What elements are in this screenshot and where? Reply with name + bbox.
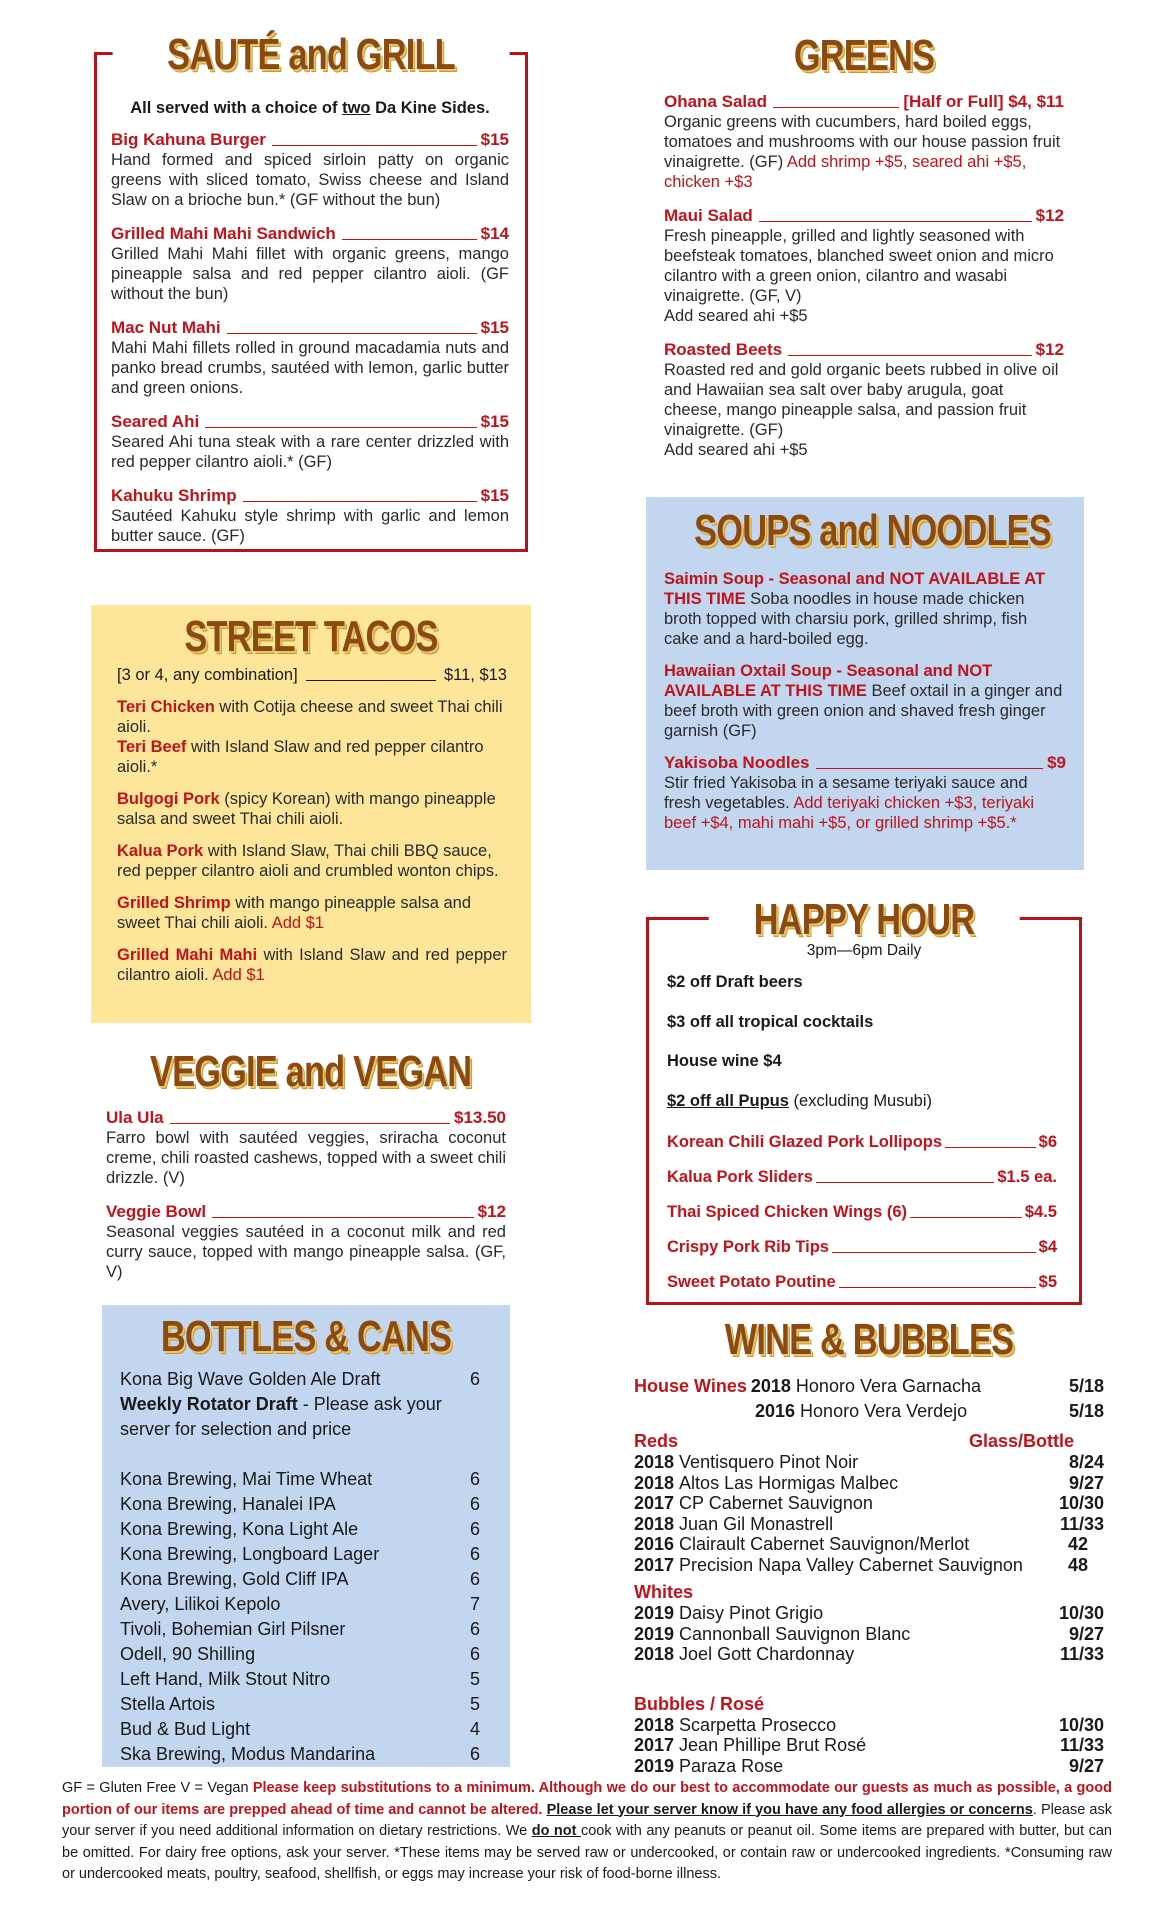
taco-name: Teri Beef	[117, 738, 187, 756]
beer-row	[120, 1467, 480, 1492]
menu-item	[111, 318, 509, 398]
wine-row	[634, 1644, 1104, 1665]
wine-price: 11/33	[1059, 1513, 1104, 1534]
wine-year: 2019	[634, 1755, 675, 1776]
pupus-exclusion: (excluding Musubi)	[788, 1092, 932, 1110]
item-price: $13.50	[454, 1108, 506, 1127]
item-name: Korean Chili Glazed Pork Lollipops	[667, 1133, 943, 1151]
menu-item	[664, 753, 1066, 833]
taco-addon: Add $1	[271, 914, 324, 932]
sides-note-pre: All served with a choice of	[130, 99, 343, 117]
wine-year: 2019	[634, 1623, 675, 1644]
taco-item	[117, 737, 507, 777]
wine-price: 10/30	[1058, 1493, 1104, 1513]
taco-combo-label: [3 or 4, any combination]	[117, 666, 298, 684]
wine-row	[634, 1715, 1104, 1736]
veggie-vegan-section	[106, 1047, 506, 1296]
taco-item	[117, 893, 507, 933]
item-price: $15	[480, 486, 509, 505]
menu-item	[664, 206, 1064, 326]
wine-year: 2017	[634, 1735, 675, 1755]
greens-section	[664, 31, 1064, 474]
taco-desc: with Island Slaw and red pepper cilantro aioli.	[117, 946, 507, 984]
wine-name: Cannonball Sauvignon Blanc	[679, 1623, 911, 1644]
beer-name: Tivoli, Bohemian Girl Pilsner	[120, 1619, 346, 1639]
item-description: Stir fried Yakisoba in a sesame teriyaki sauce and fresh vegetables.	[664, 774, 1028, 812]
happy-deal: $3 off all tropical cocktails	[667, 1013, 874, 1031]
menu-item	[664, 340, 1064, 460]
wine-row	[634, 1735, 1104, 1756]
beer-list	[120, 1367, 480, 1767]
raw-food-warning: cook with any peanuts or peanut oil. Some items are prepared with butter, but can be omitted. For dairy free options, ask your server. *These items may be served raw or undercooked, or contain raw or undercooked ingredients. *Consuming raw or undercooked meats, poultry, seafood, shellfish, or eggs may increase your risk of food-borne illness.	[62, 1823, 1112, 1882]
item-price: $12	[477, 1202, 506, 1221]
beer-price: 6	[469, 1544, 480, 1564]
happy-deal: $2 off Draft beers	[667, 973, 803, 991]
item-description: Organic greens with cucumbers, hard boiled eggs, tomatoes and mushrooms with our house passion fruit vinaigrette. (GF)	[664, 113, 1061, 171]
allergy-notice: Please let your server know if you have any food allergies or concerns	[546, 1801, 1033, 1818]
item-name: Yakisoba Noodles	[664, 753, 810, 772]
beer-price: 6	[469, 1369, 480, 1389]
beer-name: Left Hand, Milk Stout Nitro	[120, 1669, 331, 1689]
taco-desc: with Island Slaw, Thai chili BBQ sauce, red pepper cilantro aioli and crumbled wonton chips.	[117, 842, 499, 880]
happy-item	[667, 1202, 1057, 1222]
item-price: $1.5 ea.	[997, 1168, 1057, 1186]
item-name: Sweet Potato Poutine	[667, 1273, 836, 1291]
wine-year: 2018	[634, 1452, 675, 1472]
wine-bubbles-section	[634, 1315, 1104, 1776]
dietary-text: . Please ask your server if you need additional information on dietary restrictions. We	[62, 1801, 1112, 1839]
beer-name: Avery, Lilikoi Kepolo	[120, 1594, 281, 1614]
rotator-text: - Please ask your server for selection and price	[120, 1394, 442, 1439]
glass-bottle-label: Glass/Bottle	[968, 1431, 1074, 1451]
beer-price: 4	[469, 1719, 480, 1739]
wine-name: Honoro Vera Verdejo	[800, 1401, 968, 1421]
soup-name: Hawaiian Oxtail Soup - Seasonal and NOT AVAILABLE AT THIS TIME	[664, 662, 993, 700]
wine-row	[634, 1534, 1104, 1555]
reds-header	[634, 1430, 1104, 1452]
happy-deal	[667, 1092, 932, 1111]
wine-year: 2017	[634, 1493, 675, 1513]
taco-desc: with Island Slaw and red pepper cilantro aioli.*	[117, 738, 484, 776]
soup-desc: Beef oxtail in a ginger and beef broth with green onion and shaved fresh ginger garnish (GF)	[664, 682, 1063, 740]
house-wines-label: House Wines	[634, 1376, 747, 1396]
saute-grill-section	[94, 30, 528, 552]
taco-desc: with Cotija cheese and sweet Thai chili aioli.	[117, 698, 503, 736]
diet-legend: GF = Gluten Free V = Vegan	[62, 1780, 253, 1796]
taco-addon: Add $1	[212, 966, 265, 984]
street-tacos-title: STREET TACOS	[184, 612, 438, 661]
beer-row	[120, 1592, 480, 1617]
beer-row	[120, 1667, 480, 1692]
rotator-draft	[120, 1392, 480, 1442]
soup-desc: Soba noodles in house made chicken broth topped with charsiu pork, grilled shrimp, fish cake and a hard-boiled egg.	[664, 590, 1028, 648]
beer-price: 7	[469, 1594, 480, 1614]
item-name: Ohana Salad	[664, 92, 767, 111]
wine-row	[634, 1473, 1104, 1494]
wine-name: Paraza Rose	[679, 1755, 784, 1776]
soups-noodles-title: SOUPS and NOODLES	[694, 506, 1051, 555]
item-price: [Half or Full] $4, $11	[903, 92, 1064, 111]
item-price: $12	[1035, 340, 1064, 359]
happy-item	[667, 1132, 1057, 1152]
item-name: Kahuku Shrimp	[111, 486, 237, 505]
wine-year: 2016	[755, 1401, 796, 1421]
item-name: Ula Ula	[106, 1108, 164, 1127]
wine-price: 10/30	[1058, 1603, 1104, 1623]
item-price: $15	[480, 130, 509, 149]
item-price: $9	[1047, 753, 1066, 772]
menu-item	[111, 412, 509, 472]
bottles-cans-section	[102, 1305, 510, 1767]
beer-price: 6	[469, 1519, 480, 1539]
footer-disclaimer	[62, 1778, 1112, 1886]
happy-hour-title: HAPPY HOUR	[753, 895, 975, 944]
wine-year: 2018	[634, 1513, 675, 1534]
soup-item	[664, 661, 1066, 741]
happy-item	[667, 1237, 1057, 1257]
wine-row	[634, 1555, 1104, 1576]
beer-row	[120, 1692, 480, 1717]
wine-year: 2018	[634, 1644, 675, 1664]
wine-price: 10/30	[1058, 1714, 1104, 1735]
taco-desc: (spicy Korean) with mango pineapple salsa and sweet Thai chili aioli.	[117, 790, 496, 828]
wine-year: 2017	[634, 1554, 675, 1575]
beer-row	[120, 1492, 480, 1517]
item-price: $6	[1038, 1133, 1057, 1151]
wine-row	[634, 1756, 1104, 1777]
beer-name: Stella Artois	[120, 1694, 216, 1714]
item-addon: Add seared ahi +$5	[664, 441, 808, 459]
beer-name: Kona Brewing, Gold Cliff IPA	[120, 1569, 349, 1589]
item-price: $15	[480, 412, 509, 431]
item-name: Thai Spiced Chicken Wings (6)	[667, 1203, 908, 1221]
beer-price: 6	[469, 1744, 480, 1764]
item-name: Seared Ahi	[111, 412, 200, 431]
item-price: $4	[1038, 1238, 1057, 1256]
beer-row	[120, 1642, 480, 1667]
taco-name: Kalua Pork	[117, 842, 204, 860]
item-name: Maui Salad	[664, 206, 753, 225]
happy-item	[667, 1167, 1057, 1187]
whites-label: Whites	[634, 1582, 694, 1602]
menu-item	[111, 130, 509, 210]
beer-name: Kona Big Wave Golden Ale Draft	[120, 1369, 381, 1389]
bottles-cans-title: BOTTLES & CANS	[160, 1312, 452, 1361]
happy-hour-section	[646, 895, 1082, 1305]
wine-price: 9/27	[1068, 1472, 1104, 1493]
wine-name: Ventisquero Pinot Noir	[679, 1452, 859, 1472]
wine-price: 8/24	[1068, 1452, 1104, 1472]
wine-row	[634, 1624, 1104, 1645]
taco-item	[117, 945, 507, 985]
wine-row	[634, 1452, 1104, 1473]
sides-note	[111, 99, 509, 118]
rotator-label: Weekly Rotator Draft	[120, 1394, 298, 1414]
menu-item	[106, 1202, 506, 1282]
beer-name: Ska Brewing, Modus Mandarina	[120, 1744, 376, 1764]
beer-price: 5	[469, 1669, 480, 1689]
bubbles-rose-label: Bubbles / Rosé	[634, 1693, 765, 1714]
soup-items	[664, 569, 1066, 847]
reds-label: Reds	[634, 1431, 679, 1451]
item-addon: Add shrimp +$5, seared ahi +$5, chicken +$3	[664, 153, 1027, 191]
item-price: $14	[480, 224, 509, 243]
item-addon: Add teriyaki chicken +$3, teriyaki beef +$4, mahi mahi +$5, or grilled shrimp +$5.*	[664, 794, 1035, 832]
wine-price: 9/27	[1068, 1755, 1104, 1776]
house-wine-row	[634, 1399, 1104, 1424]
taco-name: Grilled Mahi Mahi	[117, 946, 258, 964]
beer-name: Kona Brewing, Hanalei IPA	[120, 1494, 336, 1514]
soups-noodles-section	[646, 497, 1084, 870]
menu-item	[111, 224, 509, 304]
taco-name: Bulgogi Pork	[117, 790, 220, 808]
item-addon: Add seared ahi +$5	[664, 307, 808, 325]
pupus-deal: $2 off all Pupus	[667, 1092, 789, 1110]
wine-year: 2019	[634, 1603, 675, 1623]
item-price: $15	[480, 318, 509, 337]
menu-item	[664, 92, 1064, 192]
beer-row	[120, 1742, 480, 1767]
soup-item	[664, 569, 1066, 649]
wine-name: Juan Gil Monastrell	[679, 1513, 834, 1534]
wine-year: 2018	[634, 1714, 675, 1735]
wine-name: Scarpetta Prosecco	[679, 1714, 837, 1735]
item-name: Kalua Pork Sliders	[667, 1168, 813, 1186]
item-price: $5	[1038, 1273, 1057, 1291]
beer-name: Kona Brewing, Kona Light Ale	[120, 1519, 359, 1539]
wine-price: 42	[1067, 1534, 1088, 1554]
wine-year: 2018	[750, 1376, 791, 1396]
substitution-warning: Please keep substitutions to a minimum. Although we do our best to accommodate our guests as much as possible, a good portion of our items are prepped ahead of time and cannot be altered.	[62, 1780, 1112, 1818]
wine-name: Jean Phillipe Brut Rosé	[679, 1735, 867, 1755]
wine-row	[634, 1514, 1104, 1535]
beer-price: 6	[469, 1494, 480, 1514]
beer-price: 6	[469, 1569, 480, 1589]
item-name: Veggie Bowl	[106, 1202, 207, 1221]
wine-price: 48	[1067, 1554, 1088, 1575]
house-wine-row	[634, 1374, 1104, 1399]
menu-item	[106, 1108, 506, 1188]
item-price: $12	[1035, 206, 1064, 225]
taco-item	[117, 841, 507, 881]
wine-price: 5/18	[1068, 1376, 1104, 1396]
beer-name: Kona Brewing, Mai Time Wheat	[120, 1469, 373, 1489]
beer-row	[120, 1517, 480, 1542]
wine-price: 11/33	[1059, 1735, 1104, 1755]
saute-items	[111, 99, 509, 560]
street-tacos-section	[91, 605, 531, 1023]
wine-bubbles-title: WINE & BUBBLES	[724, 1315, 1014, 1364]
happy-deal: House wine $4	[667, 1052, 782, 1070]
greens-title: GREENS	[793, 31, 935, 80]
item-name: Big Kahuna Burger	[111, 130, 266, 149]
taco-desc: with mango pineapple salsa and sweet Thai chili aioli.	[117, 894, 472, 932]
wine-name: Altos Las Hormigas Malbec	[679, 1472, 899, 1493]
taco-item	[117, 697, 507, 737]
soup-name: Saimin Soup - Seasonal and NOT AVAILABLE AT THIS TIME	[664, 570, 1046, 608]
wine-price: 9/27	[1068, 1623, 1104, 1644]
taco-items	[117, 665, 507, 997]
item-name: Crispy Pork Rib Tips	[667, 1238, 829, 1256]
happy-title-wrap	[709, 895, 1020, 944]
item-description: Hand formed and spiced sirloin patty on organic greens with sliced tomato, Swiss cheese and Island Slaw on a brioche bun.* (GF without the bun)	[111, 151, 509, 209]
beer-price: 5	[469, 1694, 480, 1714]
item-description: Grilled Mahi Mahi fillet with organic greens, mango pineapple salsa and red pepper cilantro aioli. (GF without the bun)	[111, 245, 509, 303]
item-description: Sautéed Kahuku style shrimp with garlic and lemon butter sauce. (GF)	[111, 507, 509, 545]
item-name: Roasted Beets	[664, 340, 783, 359]
taco-name: Grilled Shrimp	[117, 894, 231, 912]
item-description: Seasonal veggies sautéed in a coconut milk and red curry sauce, topped with mango pineapple salsa. (GF, V)	[106, 1223, 506, 1281]
wine-name: Clairault Cabernet Sauvignon/Merlot	[679, 1534, 970, 1554]
beer-row	[120, 1617, 480, 1642]
beer-row	[120, 1717, 480, 1742]
beer-price: 6	[469, 1469, 480, 1489]
do-not-text: do not	[531, 1823, 581, 1839]
saute-grill-title: SAUTÉ and GRILL	[167, 30, 455, 79]
wine-name: Daisy Pinot Grigio	[679, 1603, 824, 1623]
taco-name: Teri Chicken	[117, 698, 215, 716]
sides-note-post: Da Kine Sides.	[370, 99, 490, 117]
wine-year: 2016	[634, 1534, 675, 1554]
wine-price: 5/18	[1068, 1401, 1104, 1421]
beer-name: Kona Brewing, Longboard Lager	[120, 1544, 380, 1564]
happy-hour-times: 3pm—6pm Daily	[806, 942, 922, 959]
item-description: Fresh pineapple, grilled and lightly seasoned with beefsteak tomatoes, blanched sweet onion and micro cilantro with a green onion, cilantro and wasabi vinaigrette. (GF, V)	[664, 227, 1054, 305]
beer-row	[120, 1367, 480, 1392]
beer-row	[120, 1542, 480, 1567]
wine-year: 2018	[634, 1472, 675, 1493]
veggie-vegan-title: VEGGIE and VEGAN	[150, 1047, 472, 1096]
wine-name: Honoro Vera Garnacha	[795, 1376, 982, 1396]
menu-item	[111, 486, 509, 546]
item-description: Roasted red and gold organic beets rubbed in olive oil and Hawaiian sea salt over baby arugula, goat cheese, mango pineapple salsa, and passion fruit vinaigrette. (GF)	[664, 361, 1059, 439]
item-description: Seared Ahi tuna steak with a rare center drizzled with red pepper cilantro aioli.* (GF)	[111, 433, 509, 471]
taco-combo-price: $11, $13	[443, 666, 507, 684]
beer-price: 6	[469, 1644, 480, 1664]
beer-name: Bud & Bud Light	[120, 1719, 251, 1739]
wine-price: 11/33	[1059, 1644, 1104, 1664]
item-description: Farro bowl with sautéed veggies, sriracha coconut creme, chili roasted cashews, topped with a sweet chili drizzle. (V)	[106, 1129, 506, 1187]
happy-item	[667, 1272, 1057, 1292]
taco-combo	[117, 665, 507, 685]
item-price: $4.5	[1024, 1203, 1057, 1221]
wine-row	[634, 1493, 1104, 1514]
item-name: Mac Nut Mahi	[111, 318, 221, 337]
wine-name: Precision Napa Valley Cabernet Sauvignon	[679, 1554, 1023, 1575]
item-description: Mahi Mahi fillets rolled in ground macadamia nuts and panko bread crumbs, sautéed with lemon, garlic butter and green onions.	[111, 339, 509, 397]
wine-row	[634, 1603, 1104, 1624]
saute-title-wrap	[113, 30, 510, 79]
beer-name: Odell, 90 Shilling	[120, 1644, 256, 1664]
item-name: Grilled Mahi Mahi Sandwich	[111, 224, 336, 243]
taco-item	[117, 789, 507, 829]
beer-row	[120, 1567, 480, 1592]
beer-price: 6	[469, 1619, 480, 1639]
wine-name: CP Cabernet Sauvignon	[679, 1493, 873, 1513]
wine-name: Joel Gott Chardonnay	[679, 1644, 855, 1664]
sides-note-two: two	[342, 99, 371, 117]
